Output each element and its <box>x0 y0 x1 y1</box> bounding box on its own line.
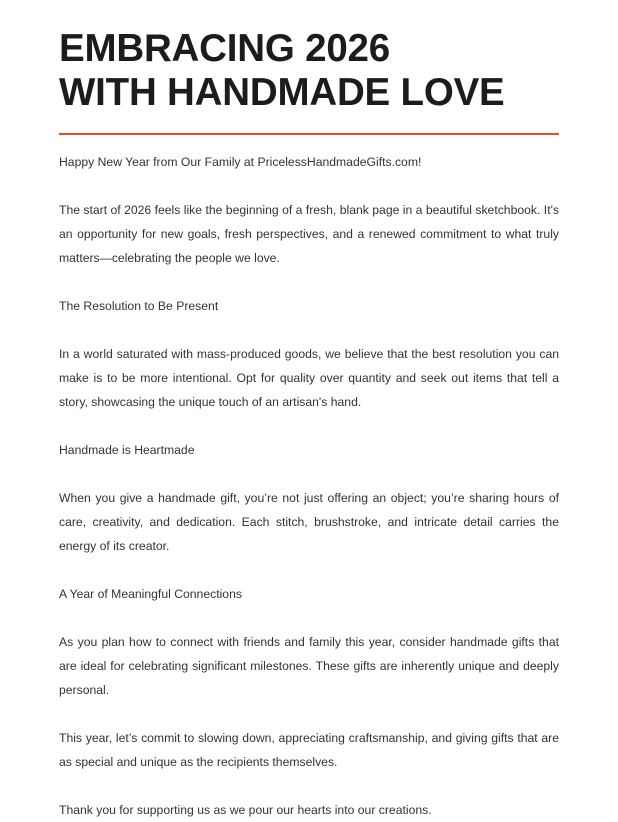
page-title-line-2: WITH HANDMADE LOVE <box>59 71 505 114</box>
closing-paragraph-commitment: This year, let’s commit to slowing down, appreciating craftsmanship, and giving gifts that are as special and unique as the recipients themselves. <box>59 731 559 769</box>
intro-paragraph: The start of 2026 feels like the beginning of a fresh, blank page in a beautiful sketchbook. It's an opportunity for new goals, fresh perspectives, and a renewed commitment to what truly matters—celebrating the people we love. <box>59 203 559 265</box>
page-title <box>59 0 559 115</box>
closing-paragraph-thanks: Thank you for supporting us as we pour our hearts into our creations. <box>59 803 432 817</box>
section-body-heartmade: When you give a handmade gift, you’re not just offering an object; you’re sharing hours of care, creativity, and dedication. Each stitch, brushstroke, and intricate detail carries the energy of its creator. <box>59 491 559 553</box>
greeting-line: Happy New Year from Our Family at PricelessHandmadeGifts.com! <box>59 155 422 169</box>
document-content <box>59 0 559 822</box>
section-heading-resolution: The Resolution to Be Present <box>59 299 219 313</box>
section-heading-heartmade: Handmade is Heartmade <box>59 443 195 457</box>
section-body-resolution: In a world saturated with mass-produced goods, we believe that the best resolution you can make is to be more intentional. Opt for quality over quantity and seek out items that tell a story, showcasing the unique touch of an artisan's hand. <box>59 347 559 409</box>
section-heading-connections: A Year of Meaningful Connections <box>59 587 242 601</box>
section-body-connections: As you plan how to connect with friends and family this year, consider handmade gifts that are ideal for celebrating significant milestones. These gifts are inherently unique and deeply personal. <box>59 635 559 697</box>
page-title-line-1: EMBRACING 2026 <box>59 27 390 70</box>
